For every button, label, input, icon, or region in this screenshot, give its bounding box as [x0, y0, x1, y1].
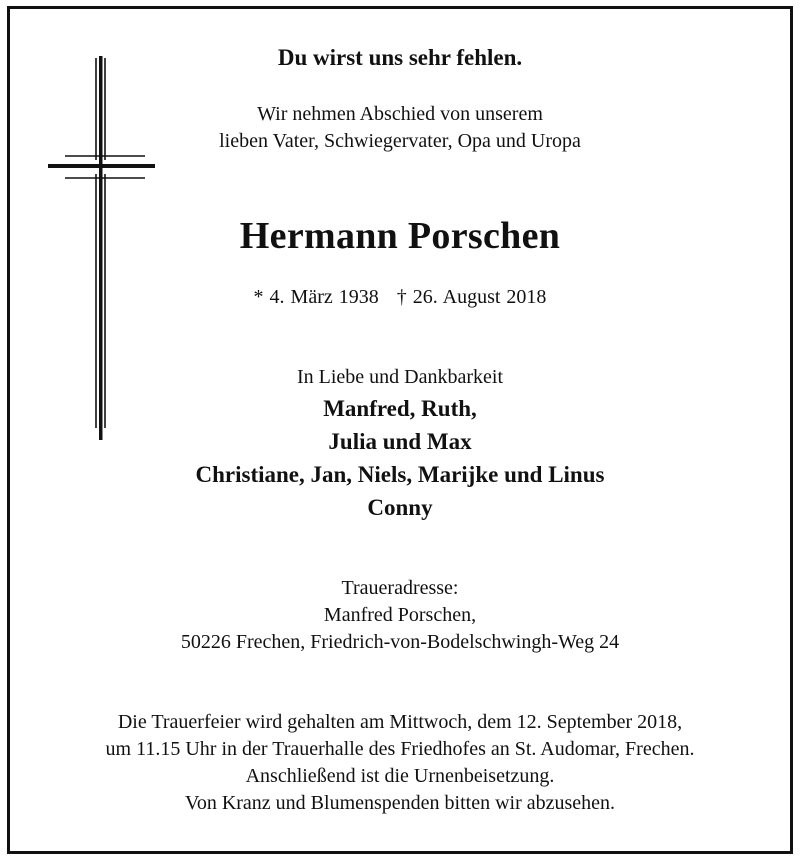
love-line: In Liebe und Dankbarkeit: [296, 366, 504, 388]
birth-date: * 4. März 1938: [253, 286, 379, 308]
ceremony-line-1: Die Trauerfeier wird gehalten am Mittwoch, dem 12. September 2018,: [117, 711, 683, 733]
family-line-4: Conny: [367, 495, 433, 520]
intro-line-2: lieben Vater, Schwiegervater, Opa und Uropa: [219, 130, 581, 152]
ceremony-line-2: um 11.15 Uhr in der Trauerhalle des Friedhofes an St. Audomar, Frechen.: [105, 738, 695, 760]
intro-line-1: Wir nehmen Abschied von unserem: [257, 103, 543, 125]
family-line-1: Manfred, Ruth,: [323, 396, 477, 421]
ceremony-line-4: Von Kranz und Blumenspenden bitten wir abzusehen.: [184, 792, 616, 814]
deceased-name: Hermann Porschen: [239, 215, 561, 257]
death-date: † 26. August 2018: [396, 286, 547, 308]
address-name: Manfred Porschen,: [323, 604, 477, 626]
ceremony-line-3: Anschließend ist die Urnenbeisetzung.: [245, 765, 555, 787]
headline: Du wirst uns sehr fehlen.: [277, 45, 523, 70]
address-label: Traueradresse:: [341, 577, 459, 599]
address-street: 50226 Frechen, Friedrich-von-Bodelschwingh-Weg 24: [180, 631, 620, 653]
life-dates: [0, 286, 800, 309]
family-line-3: Christiane, Jan, Niels, Marijke und Linus: [195, 462, 605, 487]
family-line-2: Julia und Max: [328, 429, 472, 454]
